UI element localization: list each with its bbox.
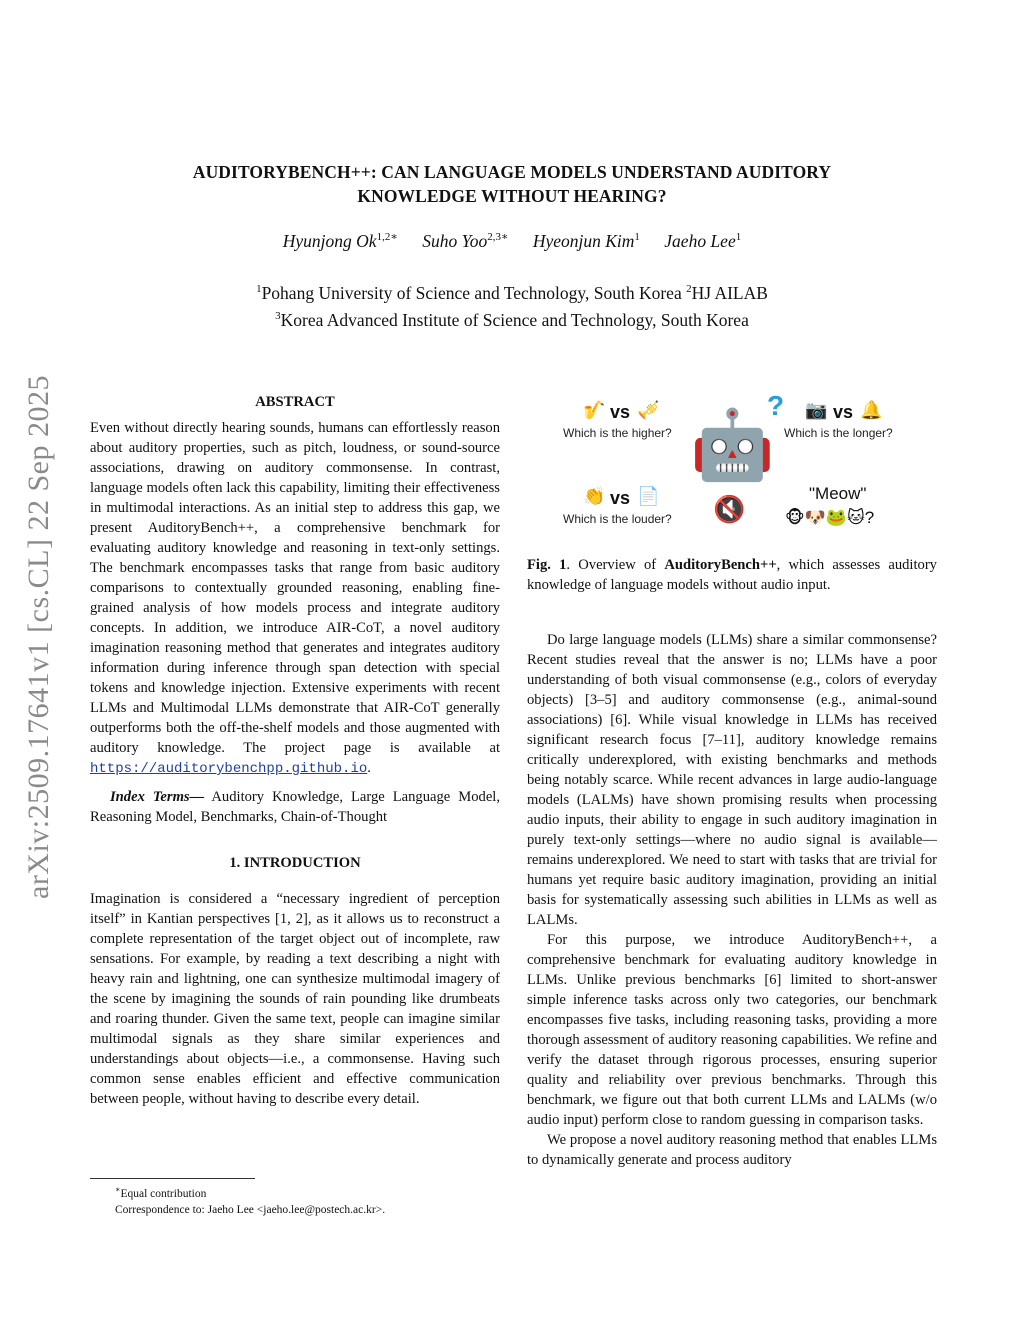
arxiv-stamp: arXiv:2509.17641v1 [cs.CL] 22 Sep 2025	[22, 375, 55, 899]
meow-text: "Meow"	[809, 484, 867, 503]
footnote: ∗Equal contribution Correspondence to: Jaeho Lee <jaeho.lee@postech.ac.kr>.	[115, 1185, 386, 1216]
paper-title	[120, 160, 904, 208]
intro-paragraph: Imagination is considered a “necessary ingredient of perception itself” in Kantian perspectives [1, 2], as it allows us to reconstruct a complete representation of the target object out of incomplete, raw sensations. For example, by reading a text describing a night with heavy rain and lightning, one can synthesize multimodal imagery of the scene by imagining the sounds of rain pounding like drumbeats and roaring thunder. Given the same text, people can imagine similar multimodal signals as they share similar experiences and understandings about objects—i.e., a commonsense. Having such common sense enables efficient and effective communication between people, without having to describe every detail.	[90, 891, 500, 1107]
figure-1	[555, 390, 910, 540]
affiliations: $^1$Pohang University of Science and Technology, South Korea $^2$HJ AILAB $^3$Korea Advanced Institute of Science and Technology, South Korea	[256, 282, 768, 330]
figure-caption: Fig. 1. Overview of AuditoryBench++, which assesses auditory knowledge of language models without audio input.	[527, 557, 937, 593]
animal-icons: 🐵🐶🐸🐱?	[785, 508, 875, 527]
author-list	[120, 230, 904, 252]
author: Hyeonjun Kim$^1$	[532, 230, 640, 251]
abstract-heading: ABSTRACT	[255, 394, 335, 410]
author: Suho Yoo$^{2,3∗}$	[422, 230, 509, 251]
question-longer: Which is the longer?	[784, 426, 893, 440]
body-paragraph: Do large language models (LLMs) share a similar commonsense? Recent studies reveal that the answer is no; LLMs have a poor understanding of both visual commonsense (e.g., colors of everyday objects) [3–5] and auditory commonsense (e.g., animal-sound associations) [6]. While visual knowledge in LLMs has received significant research focus [7–11], auditory knowledge remains critically underexplored, with existing benchmarks and methods being notably scarce. While recent advances in large audio-language models (LALMs) have shown promising results when processing audio inputs, their ability to engage in such auditory imagination in purely text-only settings—where no audio signal is available—remains underexplored. We need to start with tasks that are trivial for humans yet require basic auditory imagination, providing an initial basis for systematically assessing such abilities in LLMs as well as LALMs.	[527, 632, 937, 928]
footnote-divider	[90, 1178, 255, 1179]
body-paragraph: We propose a novel auditory reasoning method that enables LLMs to dynamically generate and process auditory	[527, 1132, 937, 1168]
author: Hyunjong $Ok^{1,2∗}$	[282, 230, 398, 251]
section-heading-introduction: 1. INTRODUCTION	[229, 855, 361, 871]
mute-icon: 🔇	[713, 494, 746, 524]
bell-icon: 🔔	[860, 400, 883, 420]
right-column	[527, 630, 937, 1170]
camera-icon: 📷	[805, 400, 828, 420]
author: Jaeho Lee$^1$	[664, 230, 742, 251]
page-icon: 📄	[637, 486, 660, 506]
body-paragraph: For this purpose, we introduce AuditoryBench++, a comprehensive benchmark for evaluating auditory knowledge in LLMs. Unlike previous benchmarks [6] limited to short-answer simple inference tasks across only two categories, our benchmark encompasses five tasks, including reasoning tasks, providing a more thorough assessment of auditory reasoning capabilities. We refine and verify the dataset through rigorous processes, ensuring superior quality and reliability over previous benchmarks. Through this benchmark, we figure out that both current LLMs and LALMs (w/o audio input) perform close to random guessing in comparison tasks.	[527, 932, 937, 1128]
trumpet-icon: 🎺	[637, 400, 660, 420]
clap-icon: 👏	[583, 486, 606, 506]
question-higher: Which is the higher?	[563, 426, 672, 440]
saxophone-icon: 🎷	[583, 400, 606, 420]
question-louder: Which is the louder?	[563, 512, 672, 526]
question-mark-icon: ?	[767, 390, 785, 421]
vs-label: vs	[610, 488, 631, 508]
abstract-text: Even without directly hearing sounds, humans can effortlessly reason about auditory properties, such as pitch, loudness, or sound-source associations, drawing on auditory commonsense. In contrast, language models often lack this capability, limiting their effectiveness in multimodal interactions. As an initial step to address this gap, we present AuditoryBench++, a comprehensive benchmark for evaluating auditory knowledge and reasoning in text-only settings. The benchmark encompasses tasks that range from basic auditory comparisons to contextually grounded reasoning, enabling fine-grained analysis of how models process and integrate auditory concepts. In addition, we introduce AIR-CoT, a novel auditory imagination reasoning method that generates and integrates auditory information during inference through span detection with special tokens and knowledge injection. Extensive experiments with recent LLMs and Multimodal LLMs demonstrate that AIR-CoT generally outperforms both the off-the-shelf models and those augmented with auditory knowledge. The project page is available at https://auditorybenchpp.github.io.	[90, 420, 500, 777]
vs-label: vs	[610, 402, 631, 422]
project-link[interactable]: https://auditorybenchpp.github.io	[90, 761, 368, 777]
robot-headphones-icon: 🤖	[690, 407, 775, 483]
vs-label: vs	[833, 402, 854, 422]
index-terms: Index Terms— Auditory Knowledge, Large Language Model, Reasoning Model, Benchmarks, Chain-of-Thought	[90, 789, 501, 825]
left-column	[90, 392, 500, 1109]
title-line-2: KNOWLEDGE WITHOUT HEARING?	[357, 186, 667, 206]
title-line-1: AUDITORYBENCH++: CAN LANGUAGE MODELS UNDERSTAND AUDITORY	[192, 162, 832, 182]
